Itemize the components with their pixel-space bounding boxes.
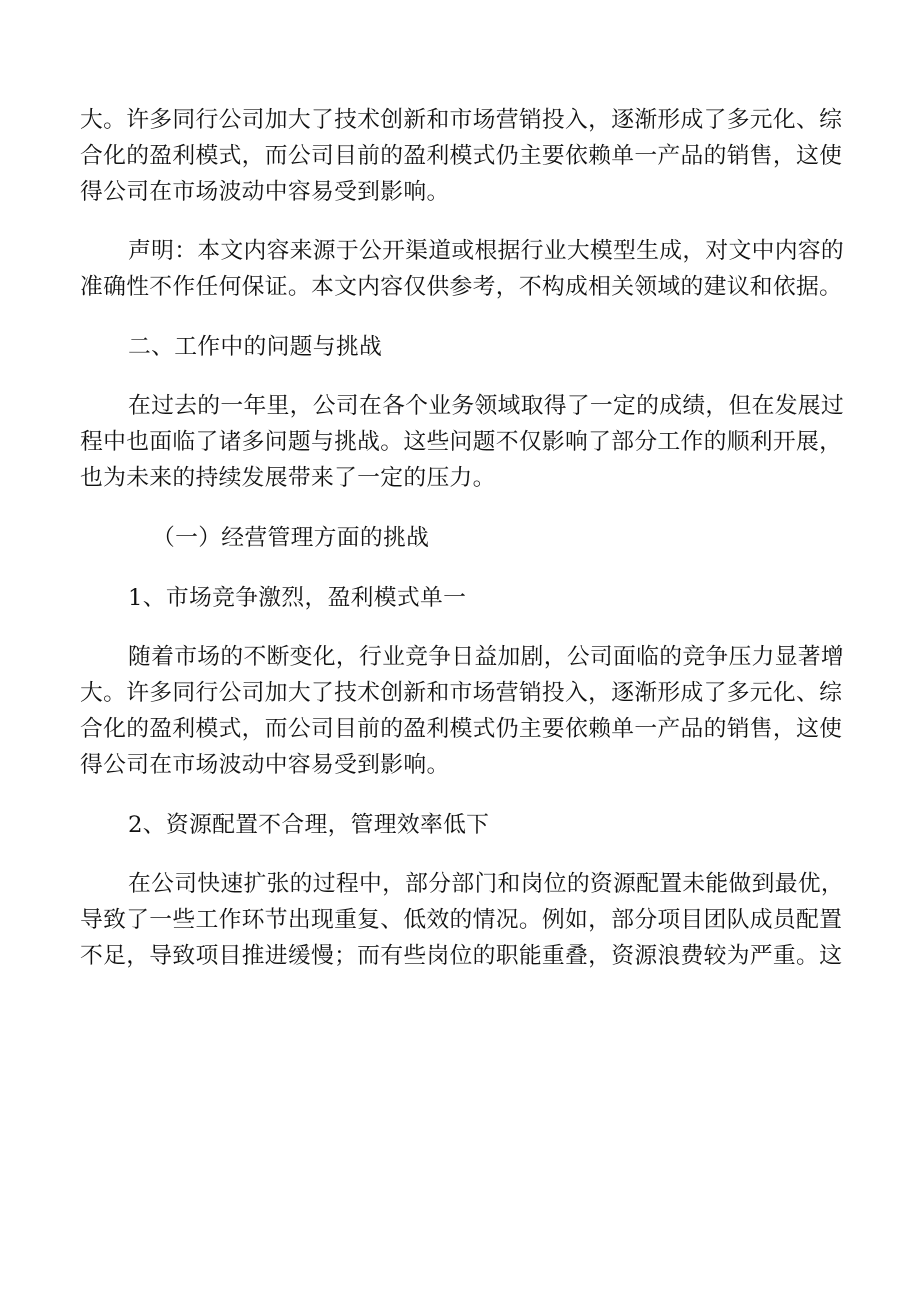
text-line: 导致了一些工作环节出现重复、低效的情况。例如，部分项目团队成员配置 xyxy=(80,907,843,933)
section-intro-paragraph xyxy=(80,388,845,496)
text-line: 合化的盈利模式，而公司目前的盈利模式仍主要依赖单一产品的销售，这使 xyxy=(80,716,843,742)
text-line: 大。许多同行公司加大了技术创新和市场营销投入，逐渐形成了多元化、综 xyxy=(80,680,843,706)
item1-body xyxy=(80,639,845,783)
text-line: 声明：本文内容来源于公开渠道或根据行业大模型生成，对文中内容的 xyxy=(128,238,845,264)
text-line: 大。许多同行公司加大了技术创新和市场营销投入，逐渐形成了多元化、综 xyxy=(80,107,843,133)
text-line: 程中也面临了诸多问题与挑战。这些问题不仅影响了部分工作的顺利开展， xyxy=(80,429,843,455)
paragraph-intro xyxy=(80,102,843,210)
section-heading-text: 二、工作中的问题与挑战 xyxy=(128,334,383,360)
text-line: 准确性不作任何保证。本文内容仅供参考，不构成相关领域的建议和依据。 xyxy=(80,274,843,300)
item1-heading-text: 1、市场竞争激烈，盈利模式单一 xyxy=(128,585,467,611)
disclaimer-paragraph xyxy=(80,233,845,305)
document-page xyxy=(80,96,845,974)
subsection-heading-text: （一）经营管理方面的挑战 xyxy=(152,525,430,551)
text-line: 不足，导致项目推进缓慢；而有些岗位的职能重叠，资源浪费较为严重。这 xyxy=(80,943,843,969)
text-line: 得公司在市场波动中容易受到影响。 xyxy=(80,752,450,778)
text-line: 合化的盈利模式，而公司目前的盈利模式仍主要依赖单一产品的销售，这使 xyxy=(80,143,843,169)
subsection-heading xyxy=(80,520,840,556)
text-line: 在公司快速扩张的过程中，部分部门和岗位的资源配置未能做到最优， xyxy=(128,871,845,897)
text-line: 随着市场的不断变化，行业竞争日益加剧，公司面临的竞争压力显著增 xyxy=(128,644,845,670)
text-line: 得公司在市场波动中容易受到影响。 xyxy=(80,179,450,205)
item2-body xyxy=(80,866,845,974)
section-heading xyxy=(80,329,840,365)
item1-heading xyxy=(80,580,840,616)
item2-heading-text: 2、资源配置不合理，管理效率低下 xyxy=(128,812,490,838)
item2-heading xyxy=(80,807,840,843)
text-line: 也为未来的持续发展带来了一定的压力。 xyxy=(80,465,496,491)
text-line: 在过去的一年里，公司在各个业务领域取得了一定的成绩，但在发展过 xyxy=(128,393,845,419)
